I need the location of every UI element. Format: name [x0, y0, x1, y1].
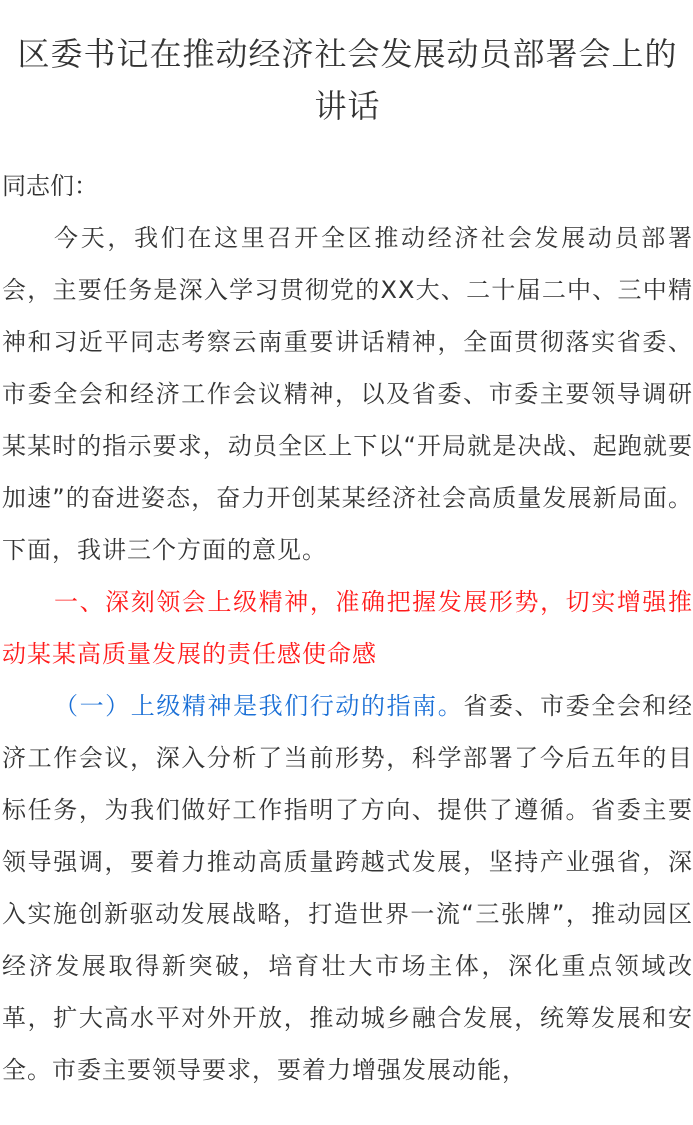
document-page	[0, 28, 693, 1125]
salutation: 同志们：	[2, 172, 98, 200]
section-heading-1: 一、深刻领会上级精神，准确把握发展形势，切实增强推动某某高质量发展的责任感使命感	[2, 588, 693, 668]
subsection-heading-1: （一）上级精神是我们行动的指南。	[54, 692, 464, 720]
subsection-paragraph-1	[2, 680, 693, 1096]
subsection-body-1: 省委、市委全会和经济工作会议，深入分析了当前形势，科学部署了今后五年的目标任务，为我们做好工作指明了方向、提供了遵循。省委主要领导强调，要着力推动高质量跨越式发展，坚持产业强省，深入实施创新驱动发展战略，打造世界一流“三张牌”，推动园区经济发展取得新突破，培育壮大市场主体，深化重点领域改革，扩大高水平对外开放，推动城乡融合发展，统筹发展和安全。市委主要领导要求，要着力增强发展动能，	[2, 692, 693, 1084]
document-title: 区委书记在推动经济社会发展动员部署会上的讲话	[17, 35, 678, 125]
intro-paragraph: 今天，我们在这里召开全区推动经济社会发展动员部署会，主要任务是深入学习贯彻党的XX大、二十届二中、三中精神和习近平同志考察云南重要讲话精神，全面贯彻落实省委、市委全会和经济工作会议精神，以及省委、市委主要领导调研某某时的指示要求，动员全区上下以“开局就是决战、起跑就要加速”的奋进姿态，奋力开创某某经济社会高质量发展新局面。下面，我讲三个方面的意见。	[2, 224, 693, 564]
